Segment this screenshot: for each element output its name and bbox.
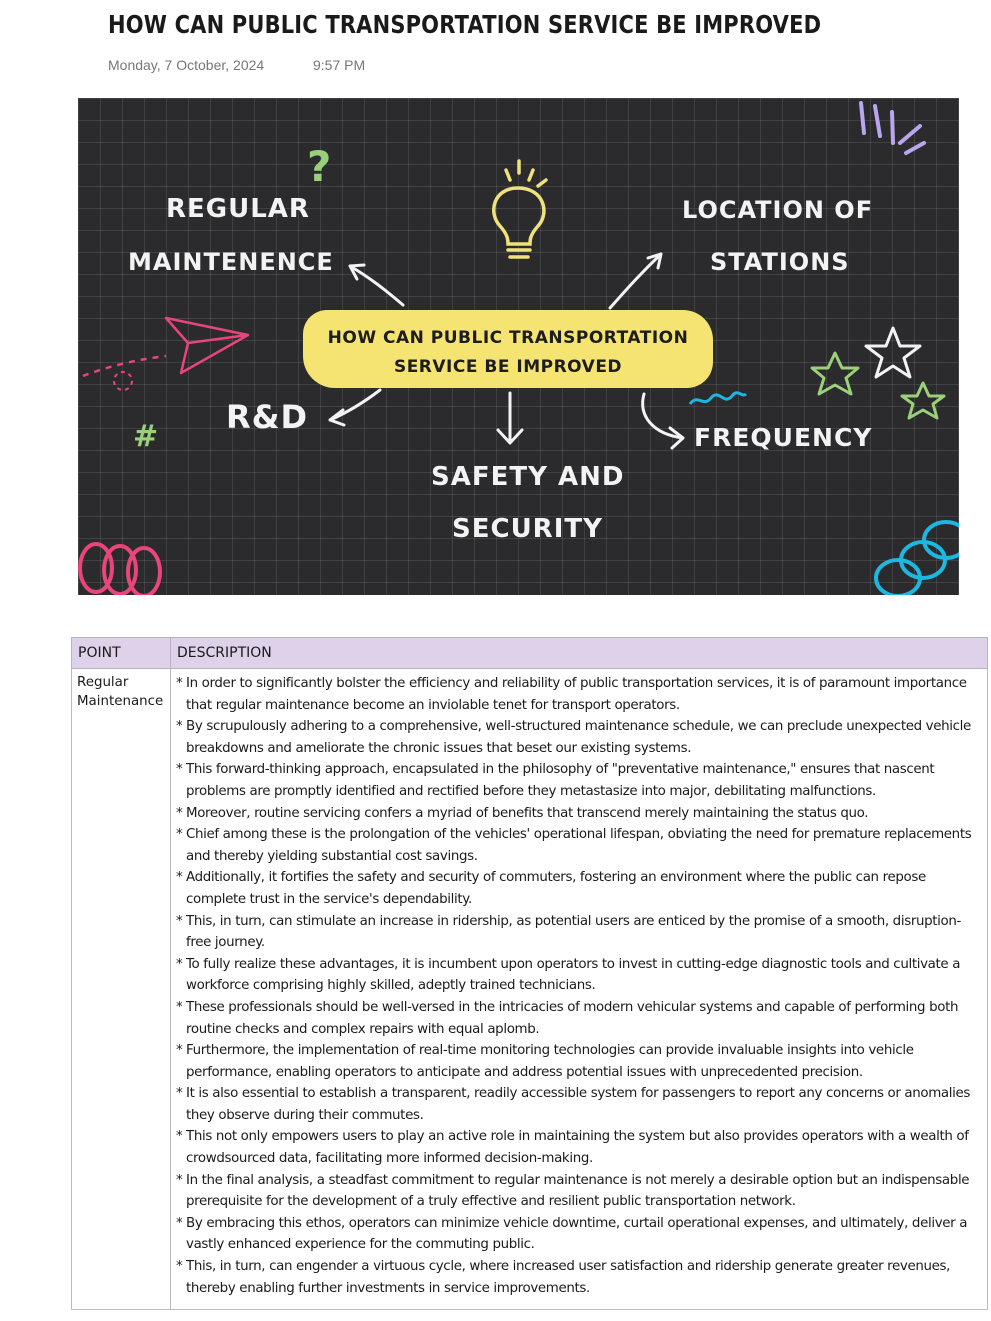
list-item: * This, in turn, can engender a virtuous cycle, where increased user satisfaction and ridership generate greater revenues, thereby enabling further investments in service improvements. [176,1256,982,1299]
arrow-to-frequency [643,394,683,448]
list-item: * In the final analysis, a steadfast commitment to regular maintenance is not merely a desirable option but an indispensable prerequisite for the development of a truly effective and resilient public transportation network. [176,1170,982,1213]
list-item: * Moreover, routine servicing confers a myriad of benefits that transcend merely maintaining the status quo. [176,803,982,825]
paper-plane-icon [166,318,248,373]
purple-marks-icon [861,103,924,153]
label-frequency: FREQUENCY [694,423,873,452]
label-security: SECURITY [452,514,603,544]
hash-icon: # [133,419,159,454]
list-item: * This not only empowers users to play an active role in maintaining the system but also provides operators with a wealth of crowdsourced data, facilitating more informed decision-making. [176,1126,982,1169]
list-item: * This forward-thinking approach, encapsulated in the philosophy of "preventative maintenance," ensures that nascent problems are promptly identified and rectified before they metastasize into major, debilitating malfunctions. [176,759,982,802]
table-header-row [72,638,988,669]
list-item: * By embracing this ethos, operators can minimize vehicle downtime, curtail operational expenses, and ultimately, deliver a vastly enhanced experience for the commuting public. [176,1213,982,1256]
center-topic-line1: HOW CAN PUBLIC TRANSPORTATION [327,328,689,348]
center-topic-line2: SERVICE BE IMPROVED [393,357,623,377]
arrow-to-regular [350,265,403,305]
arrow-to-location [610,254,661,308]
description-list [176,673,982,1299]
page-title: HOW CAN PUBLIC TRANSPORTATION SERVICE BE IMPROVED [108,10,822,39]
list-item: * Chief among these is the prolongation of the vehicles' operational lifespan, obviating the need for premature replacements and thereby yielding substantial cost savings. [176,824,982,867]
label-stations: STATIONS [710,248,850,276]
light-bulb-icon [494,161,546,257]
list-item: * These professionals should be well-versed in the intricacies of modern vehicular systems and capable of performing both routine checks and complex repairs with equal aplomb. [176,997,982,1040]
cyan-loops-icon [876,522,959,595]
stars-icon [812,328,944,418]
question-mark-icon: ? [307,142,332,191]
points-table [71,637,988,1310]
point-cell [72,669,171,1310]
page-time: 9:57 PM [313,57,366,73]
list-item: * It is also essential to establish a transparent, readily accessible system for passengers to report any concerns or anomalies they observe during their commutes. [176,1083,982,1126]
label-maintenence: MAINTENENCE [128,248,334,276]
list-item: * In order to significantly bolster the efficiency and reliability of public transportation services, it is of paramount importance that regular maintenance become an inviolable tenet for transport operators. [176,673,982,716]
pink-loops-icon [80,544,160,595]
header-point: POINT [72,638,171,669]
point-label-line2: Maintenance [77,694,164,709]
mind-map-image [78,98,959,595]
list-item: * To fully realize these advantages, it is incumbent upon operators to invest in cutting-edge diagnostic tools and cultivate a workforce comprising highly skilled, adeptly trained technicians. [176,954,982,997]
point-label-line1: Regular [77,675,129,690]
list-item: * By scrupulously adhering to a comprehensive, well-structured maintenance schedule, we can preclude unexpected vehicle breakdowns and ameliorate the chronic issues that beset our existing systems. [176,716,982,759]
list-item: * This, in turn, can stimulate an increase in ridership, as potential users are enticed by the promise of a smooth, disruption-free journey. [176,911,982,954]
table-row [72,669,988,1310]
center-topic [303,324,713,382]
squiggle-icon [690,393,746,404]
description-cell [171,669,988,1310]
arrow-to-safety [498,393,522,443]
label-safety: SAFETY AND [431,462,625,492]
header-description: DESCRIPTION [171,638,988,669]
list-item: * Furthermore, the implementation of real-time monitoring technologies can provide invaluable insights into vehicle performance, enabling operators to anticipate and address potential issues with unprecedented precision. [176,1040,982,1083]
label-rnd: R&D [226,398,309,436]
page-date: Monday, 7 October, 2024 [108,57,265,73]
label-location: LOCATION OF [682,196,874,224]
label-regular: REGULAR [166,194,310,224]
list-item: * Additionally, it fortifies the safety and security of commuters, fostering an environment where the public can repose complete trust in the service's dependability. [176,867,982,910]
arrow-to-rnd [330,390,380,425]
